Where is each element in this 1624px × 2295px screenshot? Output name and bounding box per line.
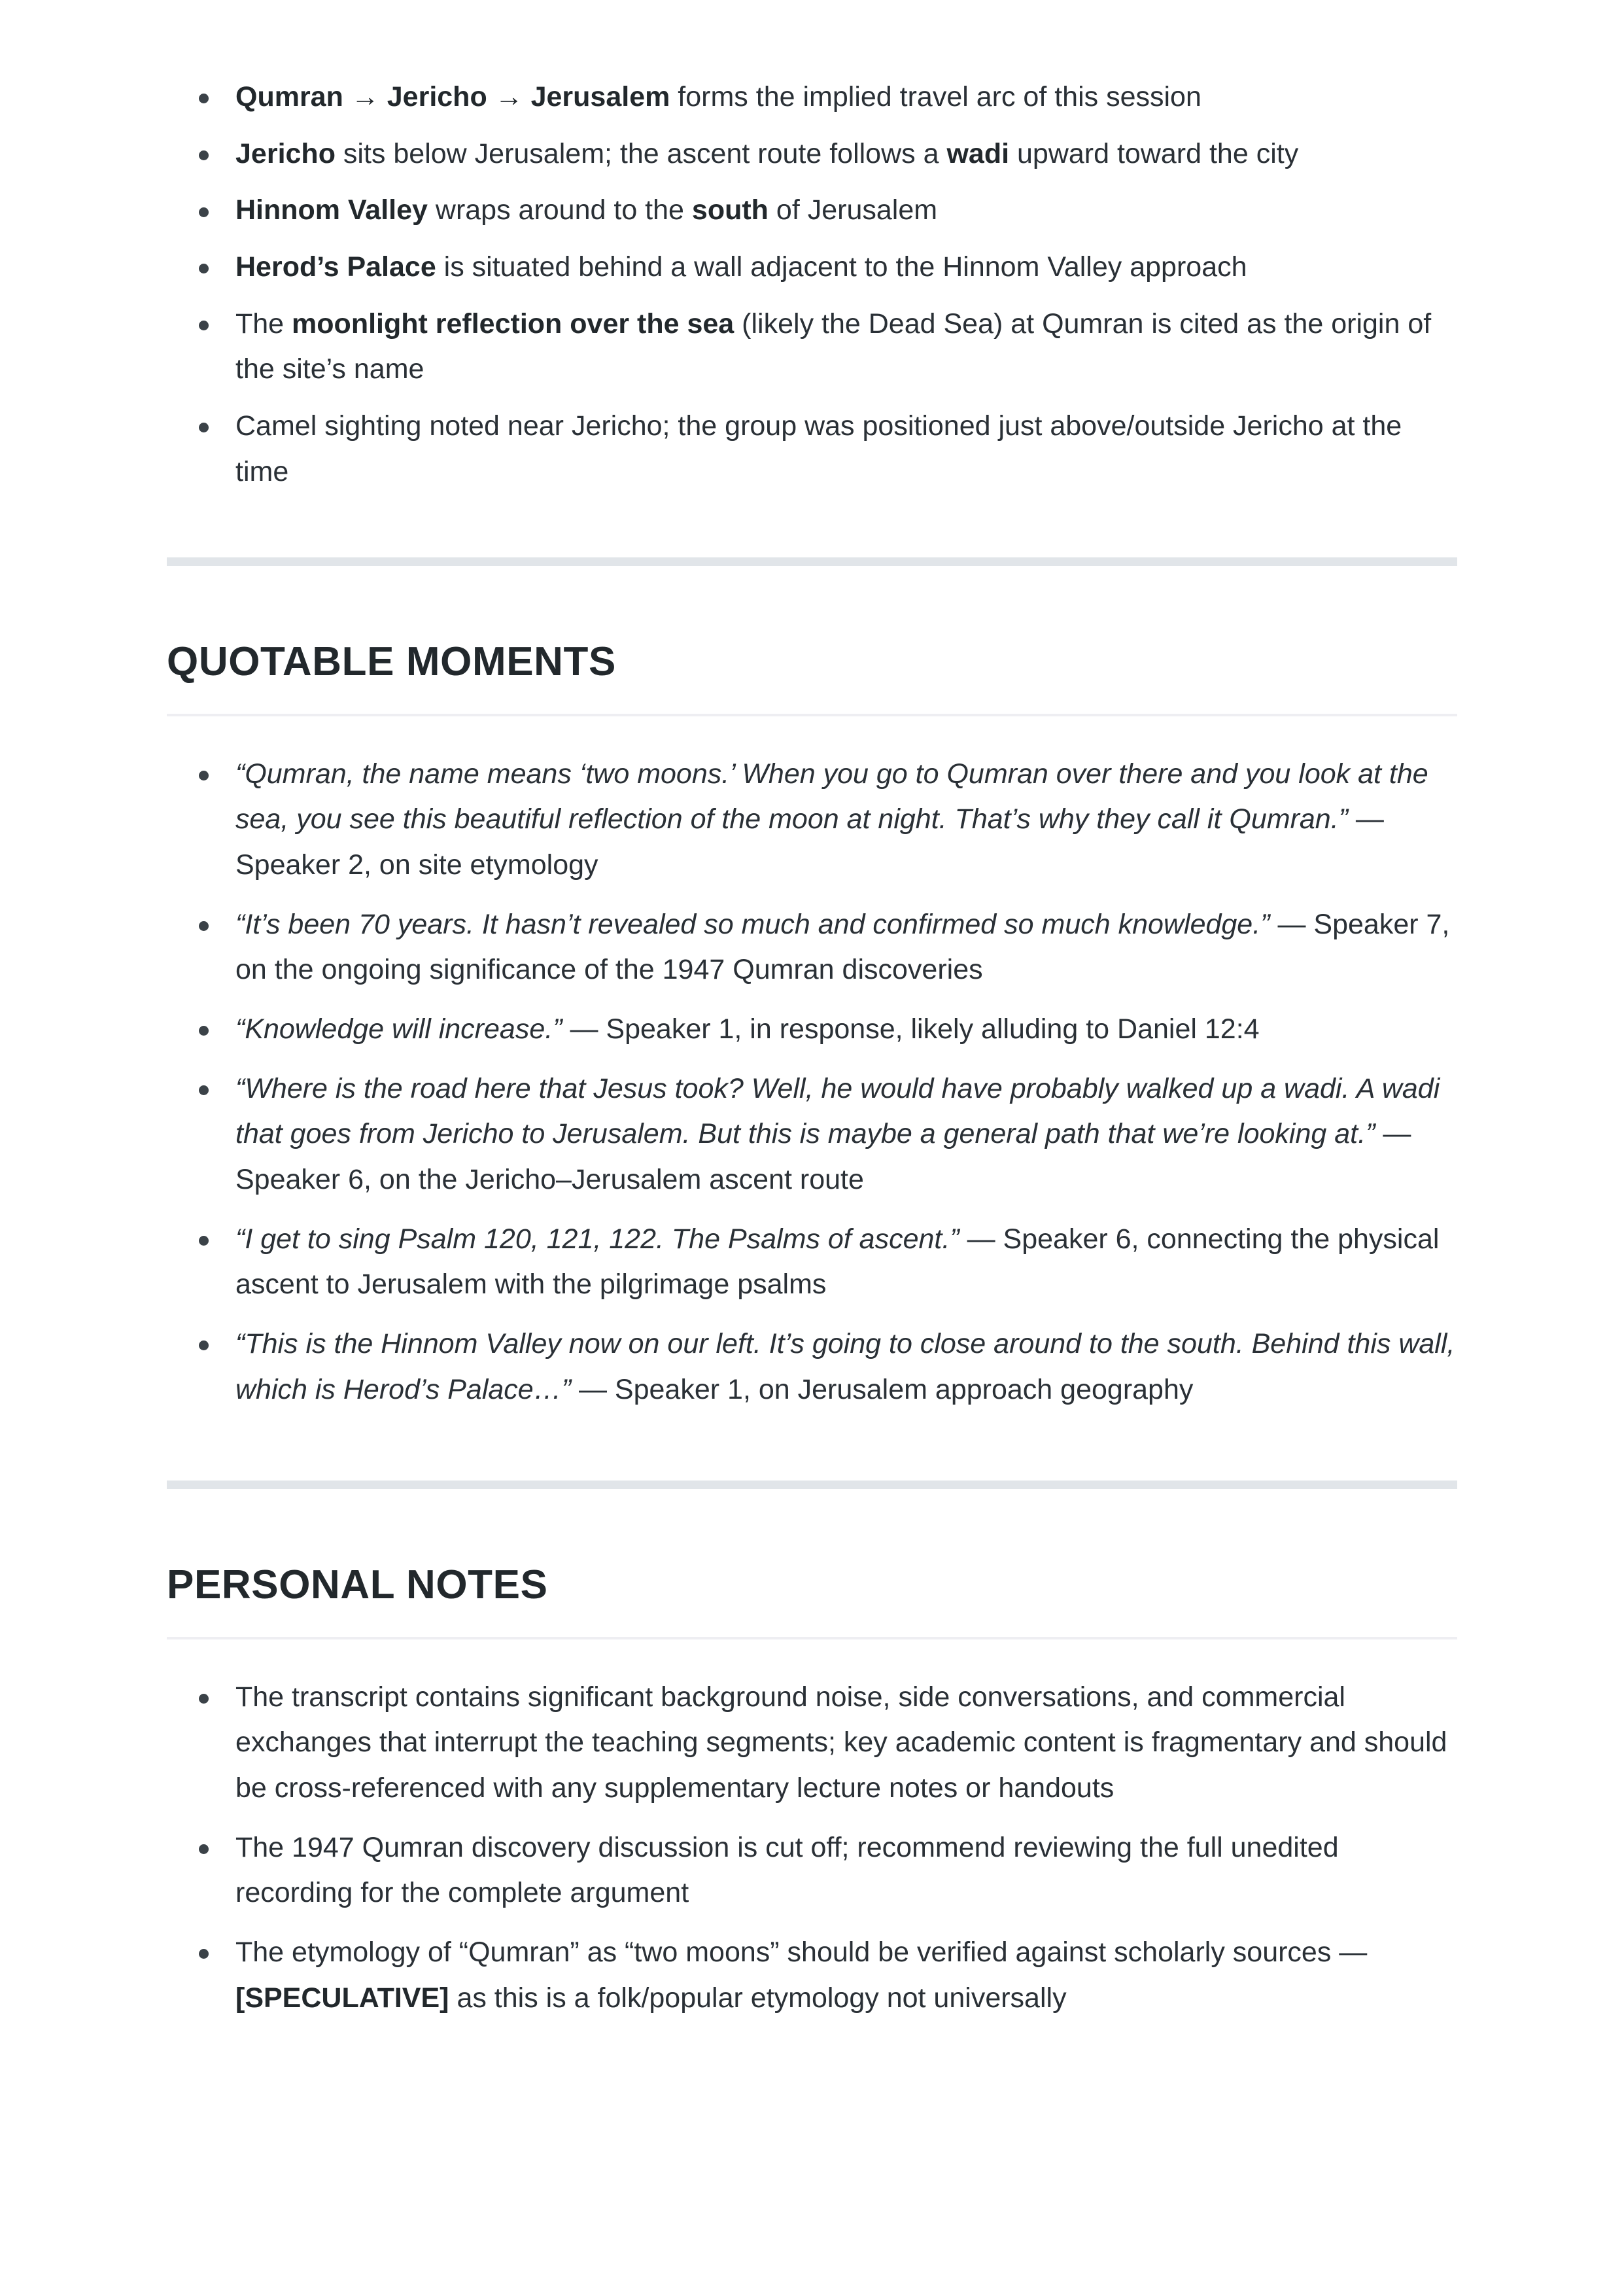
spacer-rule-list-2 (167, 1639, 1457, 1675)
spacer-before-divider-1 (167, 495, 1457, 557)
body-text: — Speaker 6, on the Jericho–Jerusalem ascent route (235, 1118, 1411, 1195)
emphasis-bold: Hinnom Valley (235, 194, 428, 226)
body-text: as this is a folk/popular etymology not universally (449, 1982, 1067, 2014)
emphasis-bold: moonlight reflection over the sea (292, 307, 734, 340)
list-item (167, 752, 1457, 888)
quote-body: “This is the Hinnom Valley now on our left. It’s going to close around to the south. Behind this wall, which is Herod’s Palace…” (235, 1327, 1455, 1405)
quote-body: “It’s been 70 years. It hasn’t revealed so much and confirmed so much knowledge.” (235, 908, 1270, 940)
body-text: — Speaker 1, in response, likely alluding to Daniel 12:4 (562, 1013, 1260, 1045)
quote-body: “Where is the road here that Jesus took? Well, he would have probably walked up a wadi. A wadi that goes from Jericho to Jerusalem. But this is maybe a general path that we’re looking at.” (235, 1072, 1440, 1150)
list-item (167, 1930, 1457, 2021)
list-item (167, 245, 1457, 290)
personal-notes-list (167, 1675, 1457, 2022)
section-divider-quotable-moments (167, 557, 1457, 566)
page-top-spacer (167, 0, 1457, 75)
spacer-before-divider-2 (167, 1412, 1457, 1480)
quotable-moments-list (167, 752, 1457, 1413)
body-text: — Speaker 1, on Jerusalem approach geography (571, 1373, 1194, 1405)
list-item (167, 131, 1457, 177)
list-item (167, 1825, 1457, 1916)
body-text: of Jerusalem (768, 194, 938, 226)
emphasis-bold: Herod’s Palace (235, 251, 436, 283)
list-item (167, 1322, 1457, 1412)
list-item (167, 1217, 1457, 1308)
emphasis-bold: [SPECULATIVE] (235, 1982, 449, 2014)
body-text: forms the implied travel arc of this session (670, 81, 1201, 113)
quote-body: “Qumran, the name means ‘two moons.’ When you go to Qumran over there and you look at the sea, you see this beautiful reflection of the moon at night. That’s why they call it Qumran.” (235, 758, 1428, 835)
body-text: — Speaker 2, on site etymology (235, 803, 1384, 881)
body-text: upward toward the city (1009, 137, 1299, 169)
quote-body: “Knowledge will increase.” (235, 1013, 562, 1045)
body-text: Camel sighting noted near Jericho; the group was positioned just above/outside Jericho at the time (235, 410, 1402, 487)
continued-bullet-list (167, 75, 1457, 495)
list-item (167, 302, 1457, 393)
spacer-heading-rule-2 (167, 1608, 1457, 1637)
body-text: is situated behind a wall adjacent to the Hinnom Valley approach (436, 251, 1247, 283)
spacer-rule-list-1 (167, 716, 1457, 752)
body-text: wraps around to the (427, 194, 692, 226)
list-item (167, 188, 1457, 234)
section-heading-personal-notes: PERSONAL NOTES (167, 1562, 548, 1608)
emphasis-bold: wadi (946, 137, 1010, 169)
body-text: (likely the Dead Sea) at Qumran is cited as the origin of the site’s name (235, 307, 1432, 385)
emphasis-bold: Jericho (235, 137, 336, 169)
body-text: The 1947 Qumran discovery discussion is cut off; recommend reviewing the full unedited recording for the complete argument (235, 1831, 1339, 1909)
list-item (167, 75, 1457, 120)
list-item (167, 1675, 1457, 1812)
body-text: — Speaker 7, on the ongoing significance of the 1947 Qumran discoveries (235, 908, 1450, 986)
emphasis-bold: south (691, 194, 769, 226)
emphasis-bold: Qumran → Jericho → Jerusalem (235, 81, 670, 113)
body-text: The transcript contains significant background noise, side conversations, and commercial exchanges that interrupt the teaching segments; key academic content is fragmentary and should be cross-referenced with any supplementary lecture notes or handouts (235, 1681, 1447, 1804)
body-text: sits below Jerusalem; the ascent route follows a (335, 137, 947, 169)
list-item (167, 404, 1457, 495)
spacer-after-divider-1 (167, 566, 1457, 639)
list-item (167, 902, 1457, 993)
body-text: The (235, 307, 292, 340)
body-text: — Speaker 6, connecting the physical ascent to Jerusalem with the pilgrimage psalms (235, 1223, 1440, 1301)
section-divider-personal-notes (167, 1480, 1457, 1489)
list-item (167, 1066, 1457, 1203)
body-text: The etymology of “Qumran” as “two moons” should be verified against scholarly sources — (235, 1936, 1368, 1968)
section-heading-quotable-moments: QUOTABLE MOMENTS (167, 639, 616, 685)
spacer-heading-rule-1 (167, 685, 1457, 714)
spacer-after-divider-2 (167, 1489, 1457, 1562)
list-item (167, 1007, 1457, 1053)
quote-body: “I get to sing Psalm 120, 121, 122. The Psalms of ascent.” (235, 1223, 959, 1255)
